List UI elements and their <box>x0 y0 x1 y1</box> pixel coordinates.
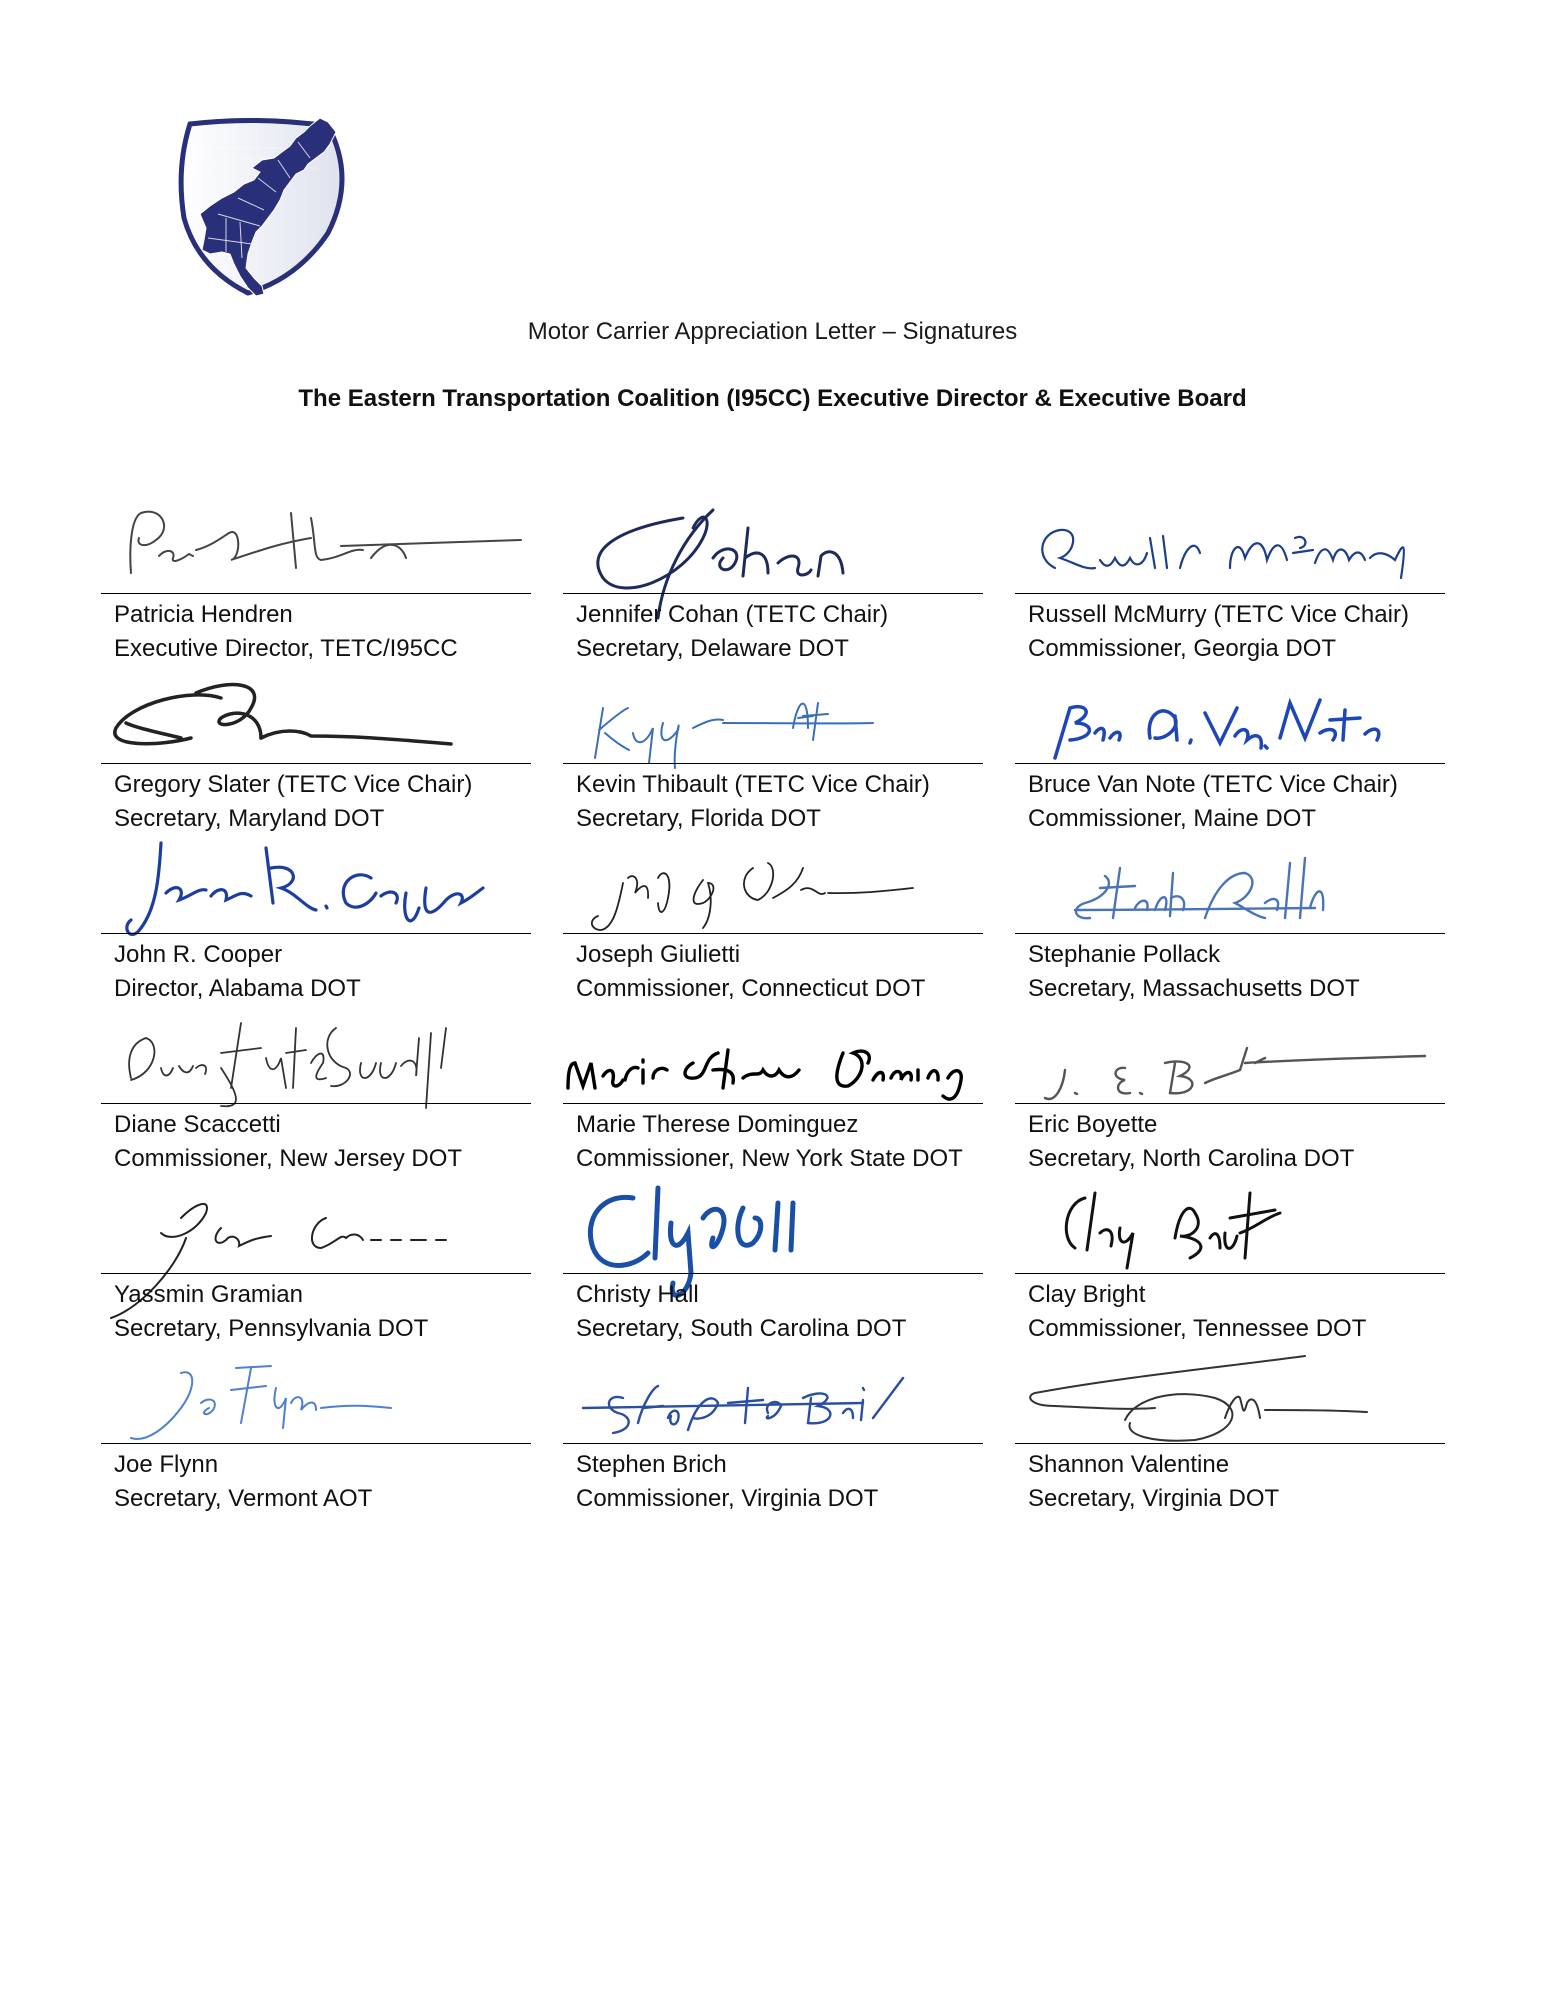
signatory-title: Commissioner, Virginia DOT <box>576 1485 879 1512</box>
signature-block <box>563 1008 993 1173</box>
signature-line <box>101 1273 531 1274</box>
handwritten-signature <box>101 498 531 598</box>
signature-line <box>1015 593 1445 594</box>
signature-line <box>563 1103 983 1104</box>
i95cc-shield-map-logo-icon <box>178 118 353 308</box>
signatory-name: Diane Scaccetti <box>114 1111 281 1138</box>
handwritten-signature <box>1015 498 1445 598</box>
handwritten-signature <box>101 1178 531 1278</box>
signature-line <box>101 1103 531 1104</box>
signatory-title: Director, Alabama DOT <box>114 975 361 1002</box>
signature-line <box>101 593 531 594</box>
signature-block <box>101 1348 531 1513</box>
signature-line <box>1015 1103 1445 1104</box>
signatory-name: Joseph Giulietti <box>576 941 741 968</box>
signatory-title: Secretary, North Carolina DOT <box>1028 1145 1355 1172</box>
signatory-name: Yassmin Gramian <box>114 1281 303 1308</box>
document-title: Motor Carrier Appreciation Letter – Signatures <box>527 318 1018 345</box>
handwritten-signature <box>563 1348 993 1448</box>
signature-block <box>1015 838 1445 1003</box>
signature-block <box>1015 498 1445 663</box>
signatory-title: Secretary, Delaware DOT <box>576 635 849 662</box>
signatory-name: Stephanie Pollack <box>1028 941 1221 968</box>
handwritten-signature <box>563 668 993 768</box>
signature-block <box>101 1178 531 1343</box>
signature-block <box>563 668 993 833</box>
signature-line <box>563 763 983 764</box>
signatory-title: Secretary, Pennsylvania DOT <box>114 1315 429 1342</box>
signatory-name: Patricia Hendren <box>114 601 293 628</box>
signature-line <box>1015 763 1445 764</box>
handwritten-signature <box>101 668 531 768</box>
signatory-name: Jennifer Cohan (TETC Chair) <box>576 601 889 628</box>
signature-line <box>101 933 531 934</box>
signatory-name: Bruce Van Note (TETC Vice Chair) <box>1028 771 1398 798</box>
signature-line <box>101 763 531 764</box>
handwritten-signature <box>101 838 531 938</box>
signatory-title: Commissioner, Maine DOT <box>1028 805 1317 832</box>
handwritten-signature <box>563 498 993 598</box>
signatory-name: Shannon Valentine <box>1028 1451 1230 1478</box>
signatory-name: Marie Therese Dominguez <box>576 1111 859 1138</box>
handwritten-signature <box>563 838 993 938</box>
signatory-title: Secretary, Florida DOT <box>576 805 821 832</box>
signatory-title: Commissioner, Georgia DOT <box>1028 635 1337 662</box>
handwritten-signature <box>1015 1178 1445 1278</box>
handwritten-signature <box>563 1178 993 1278</box>
signature-block <box>563 498 993 663</box>
signature-block <box>563 838 993 1003</box>
signatory-name: Christy Hall <box>576 1281 699 1308</box>
signatory-title: Secretary, Vermont AOT <box>114 1485 373 1512</box>
signatory-title: Secretary, Virginia DOT <box>1028 1485 1280 1512</box>
signature-block <box>563 1348 993 1513</box>
signature-line <box>563 1273 983 1274</box>
signature-block <box>101 668 531 833</box>
handwritten-signature <box>101 1348 531 1448</box>
signature-line <box>563 933 983 934</box>
handwritten-signature <box>1015 1348 1445 1448</box>
signatory-name: Stephen Brich <box>576 1451 727 1478</box>
signatory-name: John R. Cooper <box>114 941 283 968</box>
signatory-title: Secretary, Maryland DOT <box>114 805 385 832</box>
signatory-name: Clay Bright <box>1028 1281 1146 1308</box>
signatory-name: Russell McMurry (TETC Vice Chair) <box>1028 601 1409 628</box>
signatory-title: Commissioner, Connecticut DOT <box>576 975 926 1002</box>
signature-block <box>1015 1178 1445 1343</box>
signature-block <box>101 838 531 1003</box>
signatory-title: Commissioner, Tennessee DOT <box>1028 1315 1367 1342</box>
handwritten-signature <box>101 1008 531 1108</box>
board-heading: The Eastern Transportation Coalition (I95CC) Executive Director & Executive Board <box>298 385 1247 412</box>
signature-block <box>1015 668 1445 833</box>
signature-block <box>1015 1008 1445 1173</box>
signature-line <box>1015 1273 1445 1274</box>
signatory-title: Secretary, Massachusetts DOT <box>1028 975 1360 1002</box>
signature-block <box>563 1178 993 1343</box>
signature-block <box>101 1008 531 1173</box>
signature-line <box>1015 933 1445 934</box>
handwritten-signature <box>1015 668 1445 768</box>
signature-line <box>563 593 983 594</box>
signature-block <box>1015 1348 1445 1513</box>
signatory-name: Joe Flynn <box>114 1451 219 1478</box>
signatory-name: Kevin Thibault (TETC Vice Chair) <box>576 771 930 798</box>
handwritten-signature <box>1015 838 1445 938</box>
signatory-name: Eric Boyette <box>1028 1111 1158 1138</box>
signatory-title: Executive Director, TETC/I95CC <box>114 635 458 662</box>
handwritten-signature <box>563 1008 993 1108</box>
signatory-name: Gregory Slater (TETC Vice Chair) <box>114 771 473 798</box>
signatory-title: Secretary, South Carolina DOT <box>576 1315 907 1342</box>
signature-line <box>1015 1443 1445 1444</box>
signature-line <box>101 1443 531 1444</box>
signatory-title: Commissioner, New Jersey DOT <box>114 1145 463 1172</box>
signature-block <box>101 498 531 663</box>
signatory-title: Commissioner, New York State DOT <box>576 1145 963 1172</box>
signature-line <box>563 1443 983 1444</box>
handwritten-signature <box>1015 1008 1445 1108</box>
